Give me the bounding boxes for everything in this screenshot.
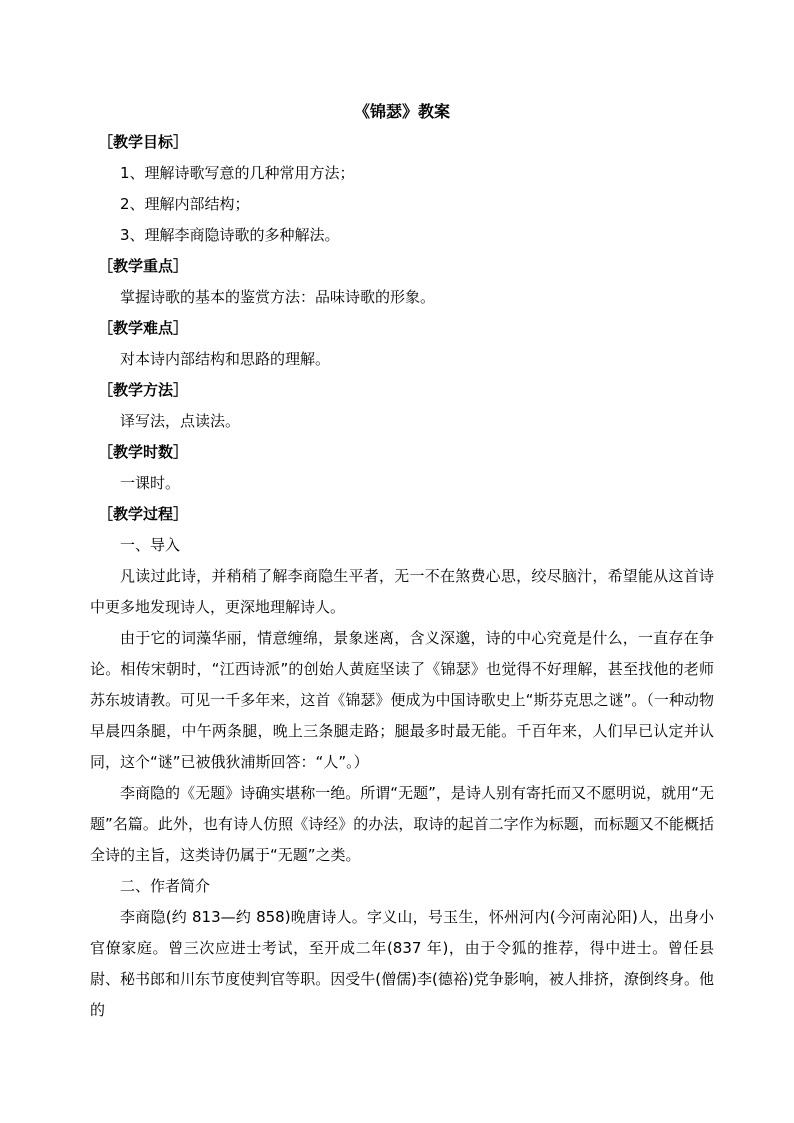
paragraph: 李商隐(约 813—约 858)晚唐诗人。字义山，号玉生，怀州河内(今河南沁阳)人，出身小官僚家庭。曾三次应进士考试，至开成二年(837 年)，由于令狐的推荐，得中进士。曾任县尉、秘书郎和川东节度使判官等职。因受牛(僧儒)李(德裕)党争影响，被人排挤，潦倒终身。他的 bbox=[90, 908, 714, 1019]
document-content bbox=[90, 96, 714, 1026]
part2-title: 二、作者简介 bbox=[120, 877, 211, 895]
goal-item: 1、理解诗歌写意的几种常用方法； bbox=[120, 164, 355, 182]
paragraph: 凡读过此诗，并稍稍了解李商隐生平者，无一不在煞费心思，绞尽脑汁，希望能从这首诗中更多地发现诗人，更深地理解诗人。 bbox=[90, 567, 714, 616]
heading-process: ［教学过程］ bbox=[98, 505, 189, 523]
goal-item: 2、理解内部结构； bbox=[120, 195, 250, 213]
methods-text: 译写法，点读法。 bbox=[120, 412, 241, 430]
heading-difficulties: ［教学难点］ bbox=[98, 319, 189, 337]
part1-title: 一、导入 bbox=[120, 536, 181, 554]
document-title: 《锦瑟》教案 bbox=[353, 102, 450, 121]
hours-text: 一课时。 bbox=[120, 474, 181, 492]
difficulties-text: 对本诗内部结构和思路的理解。 bbox=[120, 350, 331, 368]
paragraph: 李商隐的《无题》诗确实堪称一绝。所谓“无题”，是诗人别有寄托而又不愿明说，就用“无题”名篇。此外，也有诗人仿照《诗经》的办法，取诗的起首二字作为标题，而标题又不能概括全诗的主旨，这类诗仍属于“无题”之类。 bbox=[90, 784, 714, 864]
heading-methods: ［教学方法］ bbox=[98, 381, 189, 399]
heading-key-points: ［教学重点］ bbox=[98, 257, 189, 275]
goal-item: 3、理解李商隐诗歌的多种解法。 bbox=[120, 226, 340, 244]
heading-goals: ［教学目标］ bbox=[98, 133, 189, 151]
paragraph: 由于它的词藻华丽，情意缠绵，景象迷离，含义深邈，诗的中心究竟是什么，一直存在争论。相传宋朝时，“江西诗派”的创始人黄庭坚读了《锦瑟》也觉得不好理解，甚至找他的老师苏东坡请教。可见一千多年来，这首《锦瑟》便成为中国诗歌史上“斯芬克思之谜”。（一种动物早晨四条腿，中午两条腿，晚上三条腿走路；腿最多时最无能。千百年来，人们早已认定并认同，这个“谜”已被俄狄浦斯回答：“人”。） bbox=[90, 629, 714, 771]
heading-hours: ［教学时数］ bbox=[98, 443, 189, 461]
key-points-text: 掌握诗歌的基本的鉴赏方法：品味诗歌的形象。 bbox=[120, 288, 436, 306]
